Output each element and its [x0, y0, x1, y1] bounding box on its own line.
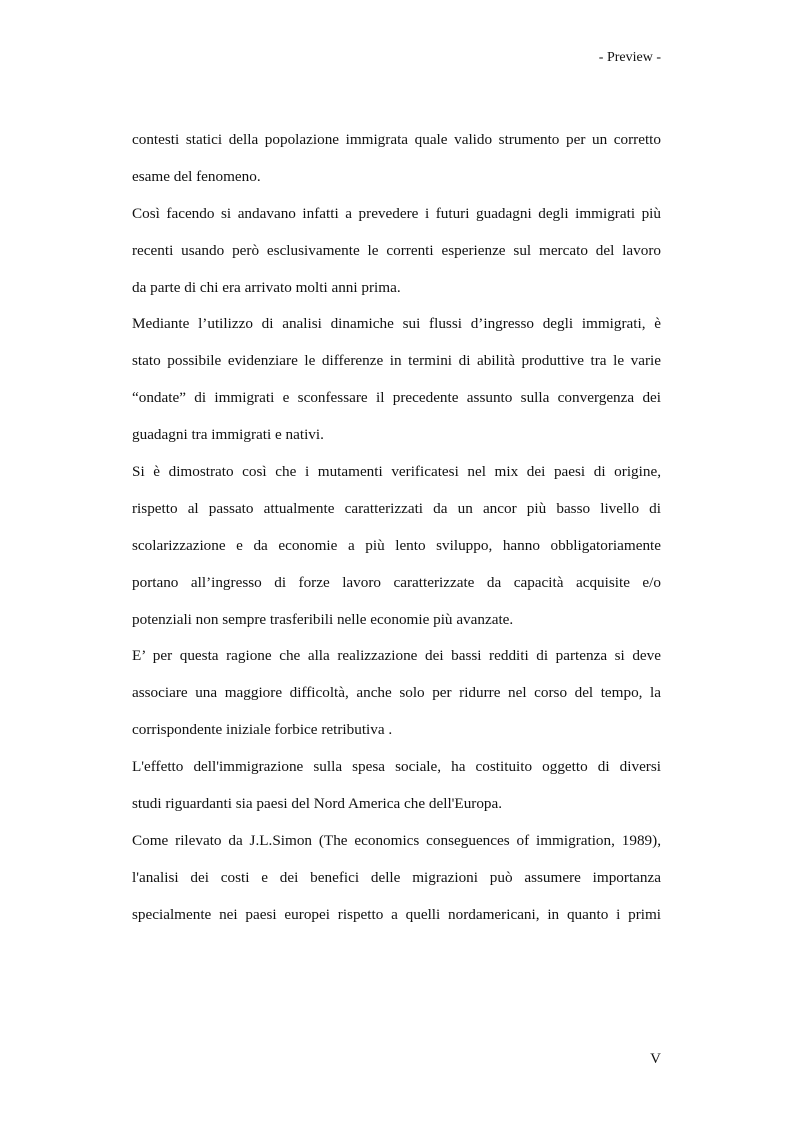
- text-line: esame del fenomeno.: [132, 167, 261, 185]
- text-line: corrispondente iniziale forbice retributiva .: [132, 721, 393, 739]
- page-number: V: [650, 1051, 661, 1067]
- text-line: contesti statici della popolazione immigrata quale valido strumento per un corretto: [132, 131, 661, 148]
- text-line: scolarizzazione e da economie a più lento sviluppo, hanno obbligatoriamente: [132, 536, 661, 554]
- paragraph-2: [132, 196, 661, 307]
- text-line: l'analisi dei costi e dei benefici delle migrazioni può assumere importanza: [132, 868, 661, 886]
- text-line: portano all’ingresso di forze lavoro caratterizzate da capacità acquisite e/o: [132, 573, 661, 591]
- text-line: da parte di chi era arrivato molti anni prima.: [132, 278, 401, 296]
- running-header: - Preview -: [598, 50, 661, 65]
- text-line: guadagni tra immigrati e nativi.: [132, 426, 324, 444]
- text-line: E’ per questa ragione che alla realizzazione dei bassi redditi di partenza si deve: [132, 647, 661, 665]
- paragraph-7: [132, 823, 661, 934]
- text-line: Così facendo si andavano infatti a prevedere i futuri guadagni degli immigrati più: [132, 204, 661, 222]
- paragraph-5: [132, 638, 661, 749]
- text-line: Si è dimostrato così che i mutamenti verificatesi nel mix dei paesi di origine,: [132, 463, 661, 481]
- text-line: stato possibile evidenziare le differenze in termini di abilità produttive tra le varie: [132, 352, 661, 370]
- text-line: Come rilevato da J.L.Simon (The economics conseguences of immigration, 1989),: [132, 831, 661, 849]
- text-line: associare una maggiore difficoltà, anche solo per ridurre nel corso del tempo, la: [132, 684, 661, 702]
- text-line: recenti usando però esclusivamente le correnti esperienze sul mercato del lavoro: [132, 241, 661, 259]
- text-line: rispetto al passato attualmente caratterizzati da un ancor più basso livello di: [132, 499, 661, 517]
- body-text: [132, 122, 661, 934]
- text-line: specialmente nei paesi europei rispetto a quelli nordamericani, in quanto i primi: [132, 905, 661, 923]
- text-line: “ondate” di immigrati e sconfessare il precedente assunto sulla convergenza dei: [132, 389, 661, 407]
- paragraph-6: [132, 749, 661, 823]
- text-line: studi riguardanti sia paesi del Nord America che dell'Europa.: [132, 795, 503, 813]
- text-line: potenziali non sempre trasferibili nelle economie più avanzate.: [132, 610, 514, 628]
- text-line: L'effetto dell'immigrazione sulla spesa sociale, ha costituito oggetto di diversi: [132, 758, 661, 776]
- paragraph-1: [132, 122, 661, 196]
- text-line: Mediante l’utilizzo di analisi dinamiche sui flussi d’ingresso degli immigrati, è: [132, 315, 661, 333]
- paragraph-4: [132, 454, 661, 638]
- paragraph-3: [132, 306, 661, 454]
